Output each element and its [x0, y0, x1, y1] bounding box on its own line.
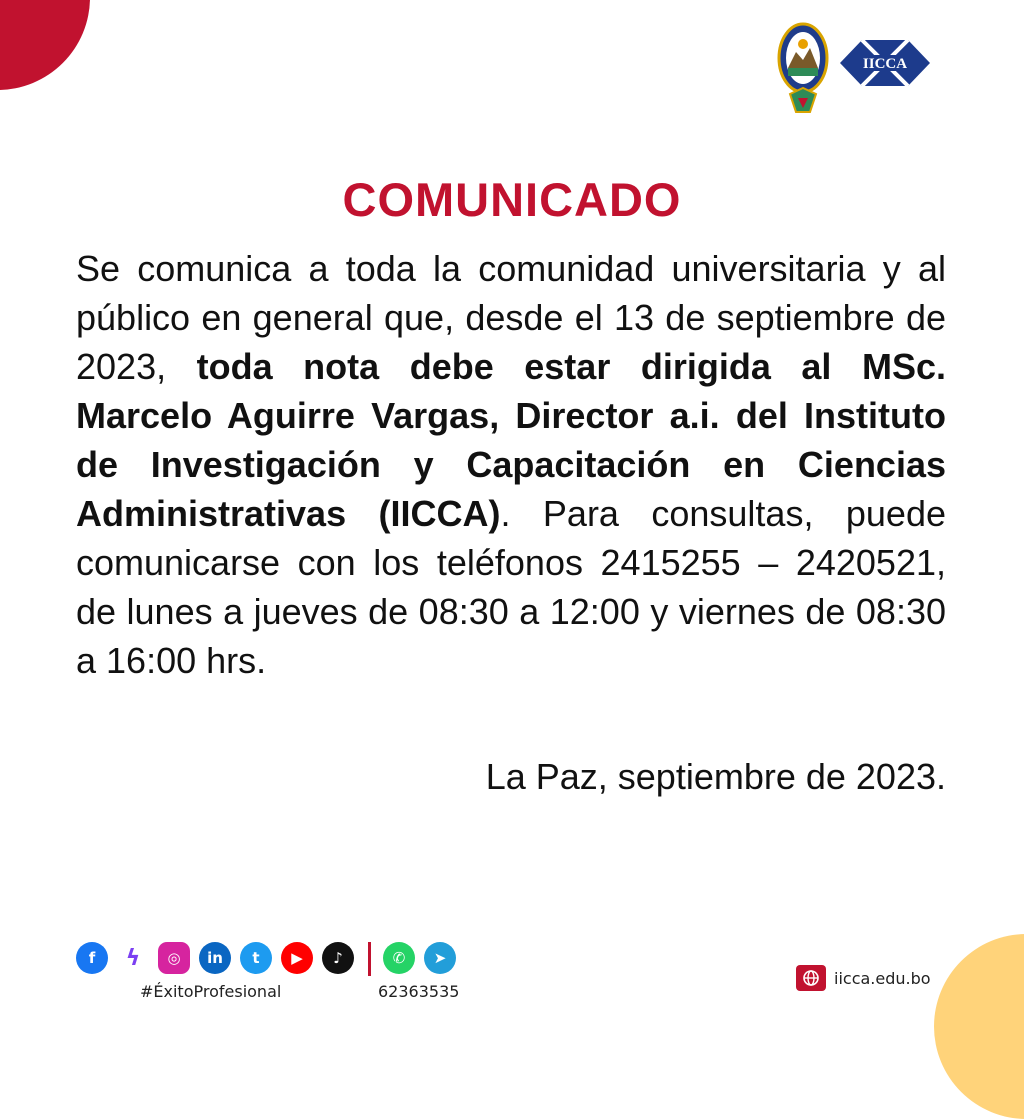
messenger-icon[interactable]: ϟ [117, 942, 149, 974]
body-text-contact: . Para consultas, puede comunicarse con los teléfonos 2415255 – 2420521, de lunes a jueves de 08:30 a 12:00 y viernes de 08:30 a 16:00 hrs. [76, 493, 946, 681]
body-text-bold: toda nota debe estar dirigida al MSc. Marcelo Aguirre Vargas, Director a.i. del Instituto de Investigación y Capacitación en Ciencias Administrativas (IICCA) [76, 346, 947, 534]
globe-icon [796, 965, 826, 991]
header-logos [776, 22, 936, 118]
place-date: La Paz, septiembre de 2023. [485, 756, 946, 797]
telegram-icon[interactable]: ➤ [424, 942, 456, 974]
tiktok-icon[interactable]: ♪ [322, 942, 354, 974]
corner-decoration-top-left [0, 0, 90, 90]
iicca-logo-text: IICCA [862, 56, 908, 72]
footer-divider [368, 942, 371, 976]
twitter-icon[interactable]: t [240, 942, 272, 974]
website-label: iicca.edu.bo [834, 969, 931, 988]
announcement-body [76, 244, 946, 685]
corner-decoration-bottom-right [934, 934, 1024, 1119]
footer-hashtag: #ÉxitoProfesional [140, 982, 282, 1001]
iicca-logo-icon [840, 40, 930, 86]
page-title: COMUNICADO [342, 173, 682, 226]
instagram-icon[interactable]: ◎ [158, 942, 190, 974]
linkedin-icon[interactable]: in [199, 942, 231, 974]
university-seal-icon [776, 22, 830, 116]
footer-phone: 62363535 [378, 982, 460, 1001]
facebook-icon[interactable]: f [76, 942, 108, 974]
whatsapp-icon[interactable]: ✆ [383, 942, 415, 974]
body-text-intro: Se comunica a toda la comunidad universitaria y al público en general que, desde el 13 de septiembre de 2023, [76, 248, 946, 387]
youtube-icon[interactable]: ▶ [281, 942, 313, 974]
